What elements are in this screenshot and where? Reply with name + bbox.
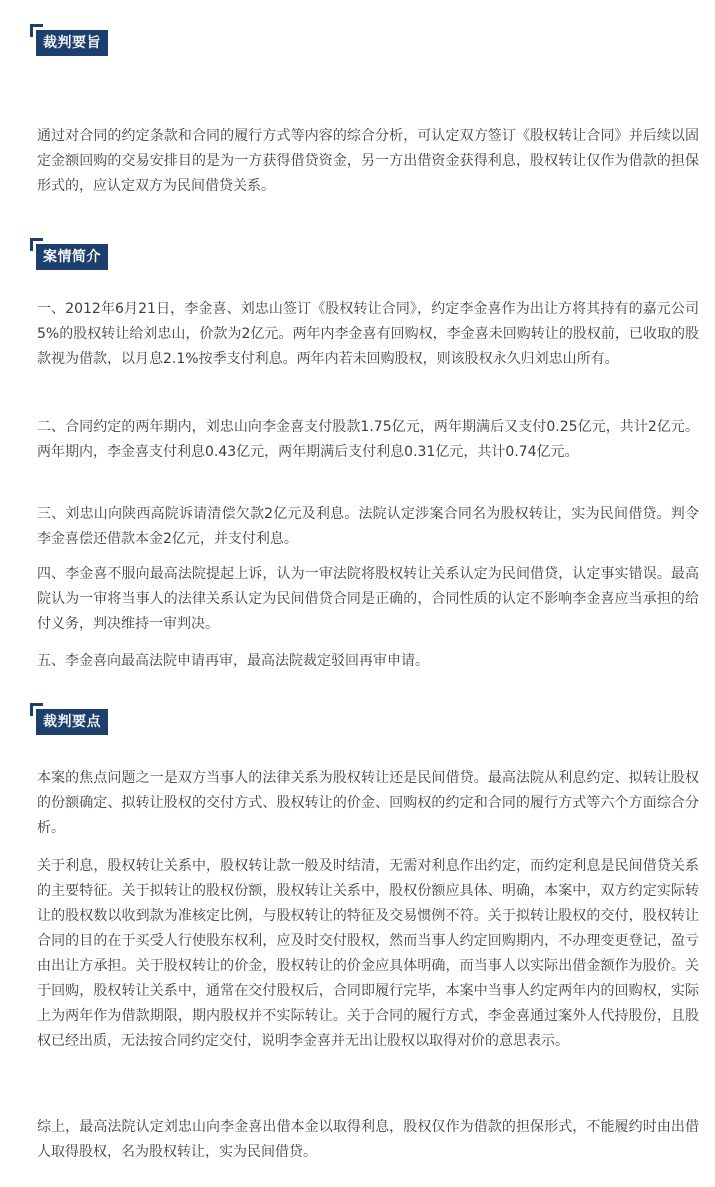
key-points-paragraph-3: 综上，最高法院认定刘忠山向李金喜出借本金以取得利息，股权仅作为借款的担保形式，不能履约时由出借人取得股权，名为股权转让，实为民间借贷。: [37, 1119, 699, 1160]
case-brief-paragraph-3: 三、刘忠山向陕西高院诉请清偿欠款2亿元及利息。法院认定涉案合同名为股权转让，实为民间借贷。判令李金喜偿还借款本金2亿元，并支付利息。: [37, 506, 699, 547]
case-brief-paragraph-4: 四、李金喜不服向最高法院提起上诉，认为一审法院将股权转让关系认定为民间借贷，认定事实错误。最高院认为一审将当事人的法律关系认定为民间借贷合同是正确的，合同性质的认定不影响李金喜应当承担的给付义务，判决维持一审判决。: [37, 566, 699, 632]
key-points-heading: 裁判要点: [36, 709, 108, 735]
key-points-paragraph-1: 本案的焦点问题之一是双方当事人的法律关系为股权转让还是民间借贷。最高法院从利息约定、拟转让股权的份额确定、拟转让股权的交付方式、股权转让的价金、回购权的约定和合同的履行方式等六个方面综合分析。: [37, 770, 699, 836]
case-brief-paragraph-5: 五、李金喜向最高法院申请再审，最高法院裁定驳回再审申请。: [37, 653, 429, 669]
case-brief-paragraph-1: 一、2012年6月21日，李金喜、刘忠山签订《股权转让合同》，约定李金喜作为出让方将其持有的嘉元公司5%的股权转让给刘忠山，价款为2亿元。两年内李金喜有回购权，李金喜未回购转让的股权前，已收取的股款视为借款，以月息2.1%按季支付利息。两年内若未回购股权，则该股权永久归刘忠山所有。: [37, 301, 699, 367]
key-points-paragraph-2: 关于利息，股权转让关系中，股权转让款一般及时结清，无需对利息作出约定，而约定利息是民间借贷关系的主要特征。关于拟转让的股权份额，股权转让关系中，股权份额应具体、明确，本案中，双方约定实际转让的股权数以收到款为准核定比例，与股权转让的特征及交易惯例不符。关于拟转让股权的交付，股权转让合同的目的在于买受人行使股东权利，应及时交付股权，然而当事人约定回购期内，不办理变更登记，盈亏由出让方承担。关于股权转让的价金，股权转让的价金应具体明确，而当事人以实际出借金额作为股价。关于回购，股权转让关系中，通常在交付股权后，合同即履行完毕，本案中当事人约定两年内的回购权，实际上为两年作为借款期限，期内股权并不实际转让。关于合同的履行方式，李金喜通过案外人代持股份，且股权已经出质，无法按合同约定交付，说明李金喜并无出让股权以取得对价的意思表示。: [37, 858, 699, 1049]
case-brief-heading: 案情简介: [36, 244, 108, 270]
summary-heading: 裁判要旨: [36, 30, 108, 56]
summary-paragraph-1: 通过对合同的约定条款和合同的履行方式等内容的综合分析，可认定双方签订《股权转让合同》并后续以固定金额回购的交易安排目的是为一方获得借贷资金，另一方出借资金获得利息，股权转让仅作为借款的担保形式的，应认定双方为民间借贷关系。: [37, 128, 699, 194]
case-brief-paragraph-2: 二、合同约定的两年期内，刘忠山向李金喜支付股款1.75亿元，两年期满后又支付0.25亿元，共计2亿元。两年期内，李金喜支付利息0.43亿元，两年期满后支付利息0.31亿元，共计0.74亿元。: [37, 419, 699, 460]
